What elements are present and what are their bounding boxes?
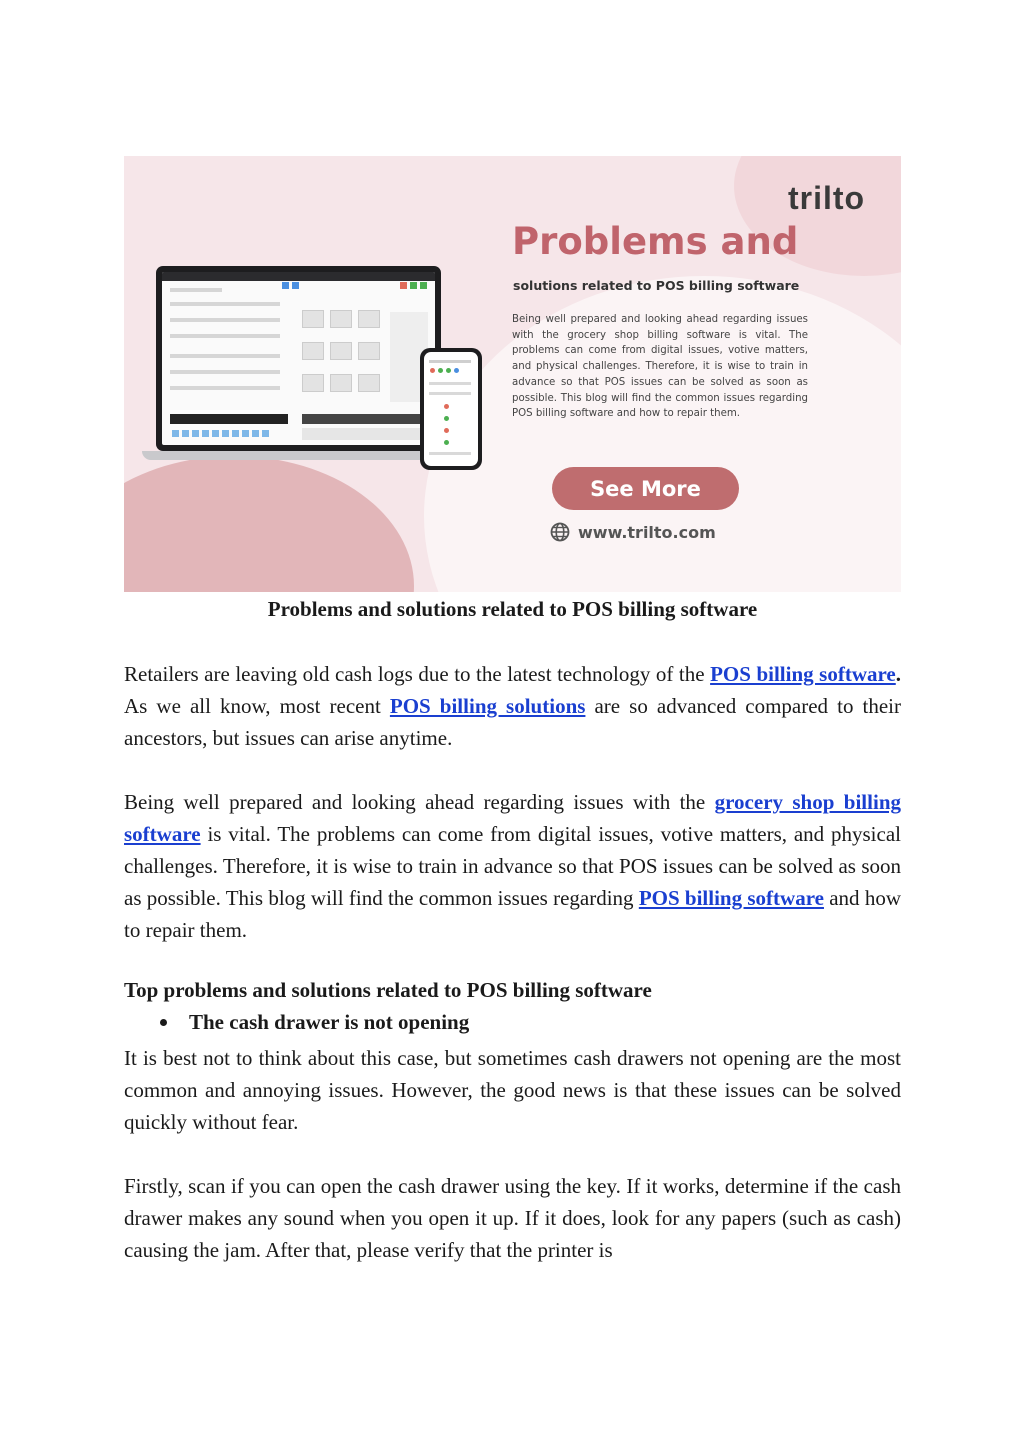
website-url xyxy=(550,522,716,542)
laptop-mockup xyxy=(156,266,441,451)
phone-mockup xyxy=(420,348,482,470)
bullet-icon xyxy=(160,1019,167,1026)
paragraph-cash-drawer: It is best not to think about this case, but sometimes cash drawers not opening are the most common and annoying issues. However, the good news is that these issues can be solved quickly without fear. xyxy=(124,1046,901,1134)
bullet-text: The cash drawer is not opening xyxy=(189,1010,470,1034)
text: Being well prepared and looking ahead regarding issues with the xyxy=(124,790,715,814)
text: is vital. The problems can come from digital issues, votive matters, and physical challenges. Therefore, it is wise to train in advance so that POS issues can be solved as soon as possible. This blog will find the common issues regarding xyxy=(124,822,901,910)
banner-title: Problems and xyxy=(512,220,799,263)
section-heading: Top problems and solutions related to POS billing software xyxy=(124,978,652,1002)
link-pos-billing-software-2[interactable]: POS billing software xyxy=(638,886,824,910)
see-more-button[interactable]: See More xyxy=(552,467,739,510)
link-pos-billing-solutions[interactable]: POS billing solutions xyxy=(389,694,586,718)
period: . xyxy=(895,662,902,686)
text: As we all know, most recent xyxy=(124,694,390,718)
brand-logo: trilto xyxy=(788,180,866,216)
promo-banner xyxy=(124,156,901,592)
pos-screen xyxy=(162,272,435,445)
text: and how to repair them. xyxy=(124,886,901,942)
link-pos-billing-software[interactable]: POS billing software xyxy=(710,662,896,686)
banner-paragraph: Being well prepared and looking ahead regarding issues with the grocery shop billing software is vital. The problems can come from digital issues, votive matters, and physical challenges. Therefore, it is wise to train in advance so that POS issues can be solved as soon as possible. This blog will find the common issues regarding POS billing software and how to repair them. xyxy=(512,314,808,420)
paragraph-preparation xyxy=(124,786,901,946)
globe-icon xyxy=(550,522,570,542)
paragraph-intro xyxy=(124,658,901,754)
laptop-base xyxy=(142,451,456,460)
link-grocery-shop-billing-software[interactable]: grocery shop billing software xyxy=(124,790,901,846)
paragraph-firstly: Firstly, scan if you can open the cash drawer using the key. If it works, determine if the cash drawer makes any sound when you open it up. If it does, look for any papers (such as cash) causing the jam. After that, please verify that the printer is xyxy=(124,1174,901,1262)
decorative-blob xyxy=(124,456,414,592)
text: are so advanced compared to their ancestors, but issues can arise anytime. xyxy=(124,694,902,750)
banner-subtitle: solutions related to POS billing software xyxy=(513,278,800,293)
bullet-item xyxy=(156,1010,469,1035)
image-caption: Problems and solutions related to POS billing software xyxy=(267,597,758,621)
text: Retailers are leaving old cash logs due to the latest technology of the xyxy=(124,662,711,686)
website-url-text: www.trilto.com xyxy=(578,522,716,542)
